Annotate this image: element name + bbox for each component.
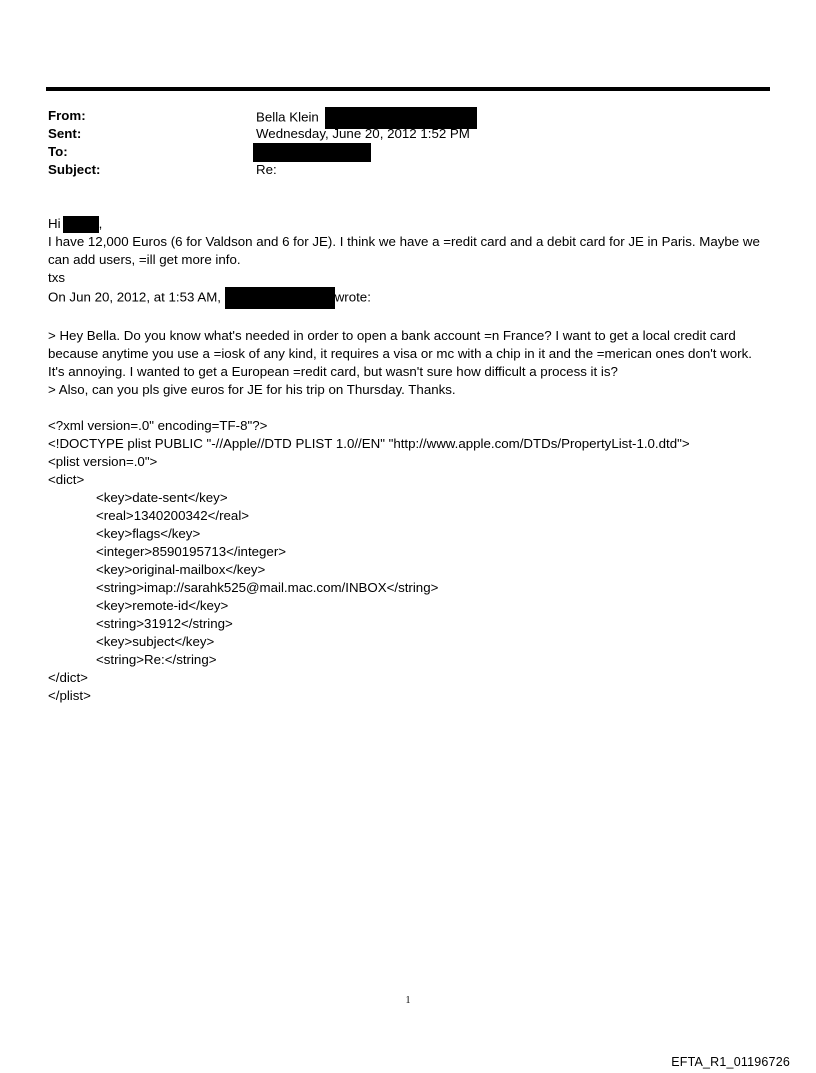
plist-entry: <integer>8590195713</integer> xyxy=(96,544,287,559)
plist-close-tag: </plist> xyxy=(48,688,91,703)
subject-label: Subject: xyxy=(48,162,101,177)
greeting-punct: , xyxy=(98,216,103,231)
from-label: From: xyxy=(48,108,86,123)
plist-doctype: <!DOCTYPE plist PUBLIC "-//Apple//DTD PLIST 1.0//EN" "http://www.apple.com/DTDs/PropertyList-1.0.dtd"> xyxy=(48,436,690,451)
plist-entry: <key>remote-id</key> xyxy=(96,598,229,613)
quote-intro xyxy=(48,287,770,309)
quoted-paragraph: > Hey Bella. Do you know what's needed in order to open a bank account =n France? I want to get a local credit card because anytime you use a =iosk of any kind, it requires a visa or mc with a chip in it and the =merican ones don't work. It's annoying. I wanted to get a European =redit card, but wasn't sure how difficult a process it is? xyxy=(48,328,752,379)
plist-open-tag: <plist version=.0"> xyxy=(48,454,158,469)
plist-entry: <real>1340200342</real> xyxy=(96,508,250,523)
subject-value: Re: xyxy=(256,162,277,177)
signoff: txs xyxy=(48,270,65,285)
sent-value: Wednesday, June 20, 2012 1:52 PM xyxy=(256,126,470,141)
redacted-recipient xyxy=(253,143,371,162)
to-value xyxy=(256,143,371,162)
from-row xyxy=(48,107,768,125)
plist-entry: <string>imap://sarahk525@mail.mac.com/INBOX</string> xyxy=(96,580,439,595)
plist-entry: <key>original-mailbox</key> xyxy=(96,562,266,577)
subject-row xyxy=(48,161,768,179)
quote-intro-end: wrote: xyxy=(334,289,371,305)
dict-close-tag: </dict> xyxy=(48,670,88,685)
greeting: Hi xyxy=(48,216,61,231)
plist-entry: <string>31912</string> xyxy=(96,616,233,631)
document-id: EFTA_R1_01196726 xyxy=(671,1055,790,1069)
redacted-sender xyxy=(225,287,335,309)
plist-xml-declaration: <?xml version=.0" encoding=TF-8"?> xyxy=(48,418,268,433)
quote-intro-start: On Jun 20, 2012, at 1:53 AM, xyxy=(48,289,221,305)
email-header xyxy=(48,107,768,179)
plist-entry: <key>flags</key> xyxy=(96,526,201,541)
quoted-line: > Also, can you pls give euros for JE for his trip on Thursday. Thanks. xyxy=(48,382,456,397)
plist-entry: <key>subject</key> xyxy=(96,634,215,649)
dict-open-tag: <dict> xyxy=(48,472,85,487)
to-label: To: xyxy=(48,144,68,159)
header-rule xyxy=(46,87,770,91)
email-body xyxy=(48,215,770,705)
redacted-name xyxy=(63,216,99,233)
sent-row xyxy=(48,125,768,143)
sent-label: Sent: xyxy=(48,126,82,141)
sender-name: Bella Klein xyxy=(256,109,319,125)
greeting-line xyxy=(48,215,770,233)
message-paragraph: I have 12,000 Euros (6 for Valdson and 6 for JE). I think we have a =redit card and a debit card for JE in Paris. Maybe we can add users, =ill get more info. xyxy=(48,234,760,267)
plist-entry: <key>date-sent</key> xyxy=(96,490,228,505)
plist-entry: <string>Re:</string> xyxy=(96,652,217,667)
spacer xyxy=(48,399,770,417)
page-number: 1 xyxy=(405,995,411,1006)
spacer xyxy=(48,309,770,327)
to-row xyxy=(48,143,768,161)
